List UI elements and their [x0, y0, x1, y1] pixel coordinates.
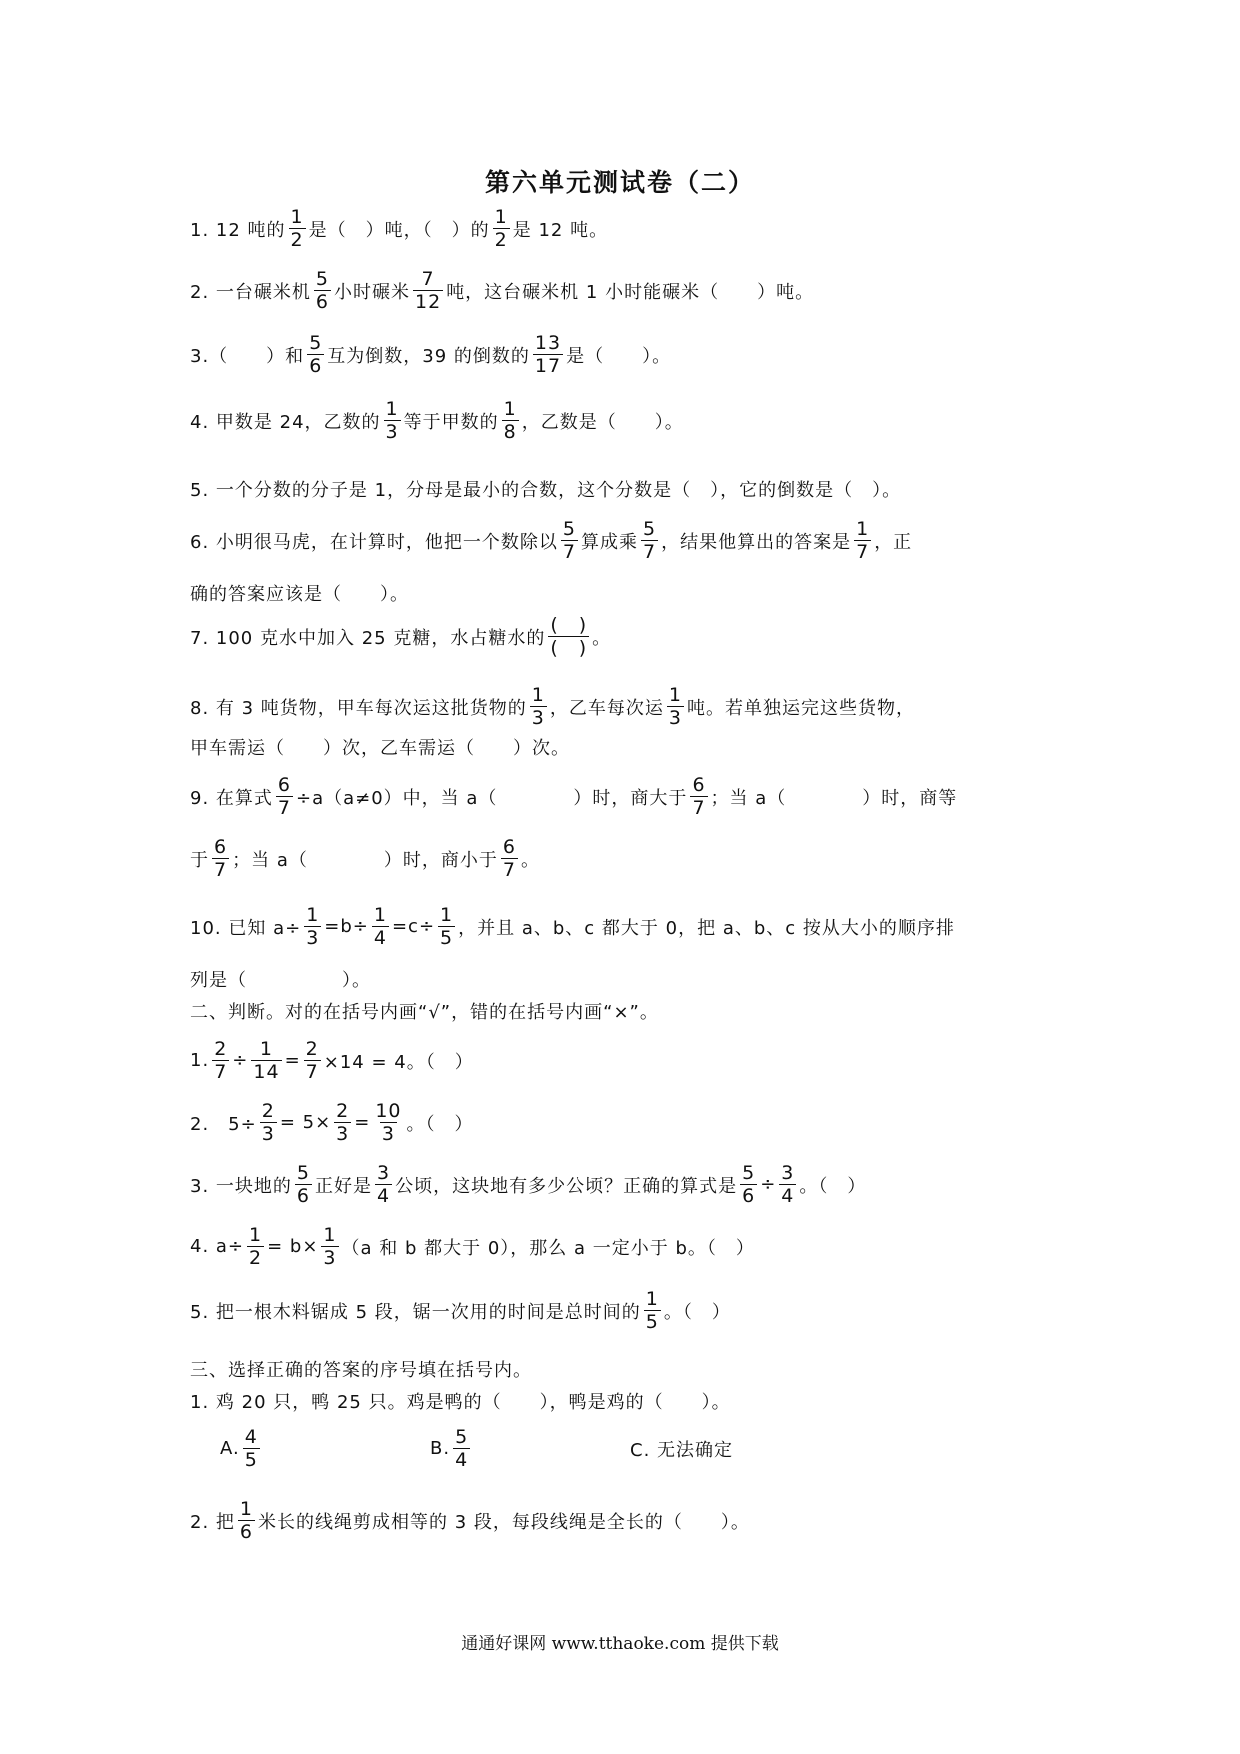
question-9-cont: 于 $\frac{6}{7}$ ；当 a（ ）时，商小于 $\frac{6}{7}$ 。 [190, 836, 540, 881]
fraction: $\frac{1}{7}$ [856, 518, 870, 563]
fraction: $\frac{1}{3}$ [306, 904, 320, 949]
fraction: $\frac{1}{3}$ [323, 1224, 337, 1269]
footer-note: 通通好课网 www.tthaoke.com 提供下载 [461, 1634, 779, 1654]
option-c[interactable]: C. 无法确定 [630, 1439, 734, 1461]
fraction: $\frac{5}{7}$ [562, 518, 576, 563]
fraction: $\frac{6}{7}$ [214, 836, 228, 881]
question-6: 6. 小明很马虎，在计算时，他把一个数除以 $\frac{5}{7}$ 算成乘 $\frac{5}{7}$ ，结果他算出的答案是 $\frac{1}{7}$ ，正 [190, 518, 913, 563]
fraction: $\frac{3}{4}$ [781, 1162, 795, 1207]
blank-fraction[interactable]: $\frac{( )}{( )}$ [550, 614, 588, 659]
fraction: $\frac{1}{3}$ [531, 684, 545, 729]
question-3: 3.（ ）和 $\frac{5}{6}$ 互为倒数，39 的倒数的 $\frac{13}{17}$ 是（ ）。 [190, 332, 672, 377]
choice-1-options [220, 1426, 733, 1471]
question-9: 9. 在算式 $\frac{6}{7}$ ÷a（a≠0）中，当 a（ ）时，商大于 $\frac{6}{7}$ ；当 a（ ）时，商等 [190, 774, 958, 819]
fraction: $\frac{2}{3}$ [261, 1100, 275, 1145]
fraction: $\frac{5}{4}$ [455, 1426, 469, 1471]
fraction: $\frac{1}{14}$ [253, 1038, 280, 1083]
fraction: $\frac{1}{2}$ [290, 206, 304, 251]
fraction: $\frac{1}{2}$ [494, 206, 508, 251]
question-8-cont: 甲车需运（ ）次，乙车需运（ ）次。 [190, 738, 570, 759]
fraction: $\frac{3}{4}$ [377, 1162, 391, 1207]
fraction: $\frac{5}{6}$ [742, 1162, 756, 1207]
fraction: $\frac{1}{2}$ [249, 1224, 263, 1269]
question-1: 1. 12 吨的 $\frac{1}{2}$ 是（ ）吨，（ ）的 $\frac{1}{2}$ 是 12 吨。 [190, 206, 609, 251]
fraction: $\frac{6}{7}$ [692, 774, 706, 819]
choice-1: 1. 鸡 20 只，鸭 25 只。鸡是鸭的（ ），鸭是鸡的（ ）。 [190, 1392, 731, 1413]
fraction: $\frac{2}{7}$ [305, 1038, 319, 1083]
fraction: $\frac{5}{6}$ [309, 332, 323, 377]
judge-5: 5. 把一根木料锯成 5 段，锯一次用的时间是总时间的 $\frac{1}{5}$ 。（ ） [190, 1288, 731, 1333]
question-4: 4. 甲数是 24，乙数的 $\frac{1}{3}$ 等于甲数的 $\frac{1}{8}$ ，乙数是（ ）。 [190, 398, 684, 443]
fraction: $\frac{1}{3}$ [385, 398, 399, 443]
question-10: 10. 已知 a÷ $\frac{1}{3}$ =b÷ $\frac{1}{4}$ =c÷ $\frac{1}{5}$ ，并且 a、b、c 都大于 0，把 a、b、c 按从大小的顺序排 [190, 904, 955, 949]
judge-4: 4. a÷ $\frac{1}{2}$ = b× $\frac{1}{3}$ （a 和 b 都大于 0），那么 a 一定小于 b。（ ） [190, 1224, 755, 1269]
question-6-cont: 确的答案应该是（ ）。 [190, 584, 409, 605]
fraction: $\frac{1}{8}$ [503, 398, 517, 443]
question-10-cont: 列是（ ）。 [190, 970, 371, 991]
fraction: $\frac{2}{3}$ [336, 1100, 350, 1145]
option-a[interactable]: A. $\frac{4}{5}$ [220, 1426, 258, 1471]
fraction: $\frac{7}{12}$ [415, 268, 442, 313]
fraction: $\frac{6}{7}$ [502, 836, 516, 881]
fraction: $\frac{6}{7}$ [277, 774, 291, 819]
question-7: 7. 100 克水中加入 25 克糖，水占糖水的 $\frac{( )}{( )}$ 。 [190, 614, 612, 659]
fraction: $\frac{5}{6}$ [296, 1162, 310, 1207]
fraction: $\frac{5}{6}$ [315, 268, 329, 313]
section-3-heading: 三、选择正确的答案的序号填在括号内。 [190, 1360, 532, 1381]
judge-1: 1. $\frac{2}{7}$ ÷ $\frac{1}{14}$ = $\frac{2}{7}$ ×14 = 4。（ ） [190, 1038, 474, 1083]
judge-3: 3. 一块地的 $\frac{5}{6}$ 正好是 $\frac{3}{4}$ 公顷，这块地有多少公顷？正确的算式是 $\frac{5}{6}$ ÷ $\frac{3}{4}$ 。（ ） [190, 1162, 867, 1207]
fraction: $\frac{1}{3}$ [668, 684, 682, 729]
fraction: $\frac{5}{7}$ [643, 518, 657, 563]
question-5: 5. 一个分数的分子是 1，分母是最小的合数，这个分数是（ ），它的倒数是（ ）。 [190, 480, 902, 501]
choice-2: 2. 把 $\frac{1}{6}$ 米长的线绳剪成相等的 3 段，每段线绳是全长的（ ）。 [190, 1498, 750, 1543]
fraction: $\frac{13}{17}$ [534, 332, 562, 377]
fraction: $\frac{1}{5}$ [440, 904, 454, 949]
option-b[interactable]: B. $\frac{5}{4}$ [430, 1426, 469, 1471]
fraction: $\frac{2}{7}$ [214, 1038, 228, 1083]
fraction: $\frac{1}{5}$ [645, 1288, 659, 1333]
judge-2: 2. 5÷ $\frac{2}{3}$ = 5× $\frac{2}{3}$ = $\frac{10}{3}$ 。（ ） [190, 1100, 474, 1145]
fraction: $\frac{1}{4}$ [373, 904, 387, 949]
fraction: $\frac{4}{5}$ [244, 1426, 258, 1471]
question-2: 2. 一台碾米机 $\frac{5}{6}$ 小时碾米 $\frac{7}{12}$ 吨，这台碾米机 1 小时能碾米（ ）吨。 [190, 268, 815, 313]
fraction: $\frac{1}{6}$ [239, 1498, 253, 1543]
page-title: 第六单元测试卷（二） [484, 168, 755, 197]
section-2-heading: 二、判断。对的在括号内画“√”，错的在括号内画“×”。 [190, 1002, 659, 1023]
fraction: $\frac{10}{3}$ [375, 1100, 402, 1145]
question-8: 8. 有 3 吨货物，甲车每次运这批货物的 $\frac{1}{3}$ ，乙车每次运 $\frac{1}{3}$ 吨。若单独运完这些货物， [190, 684, 915, 729]
